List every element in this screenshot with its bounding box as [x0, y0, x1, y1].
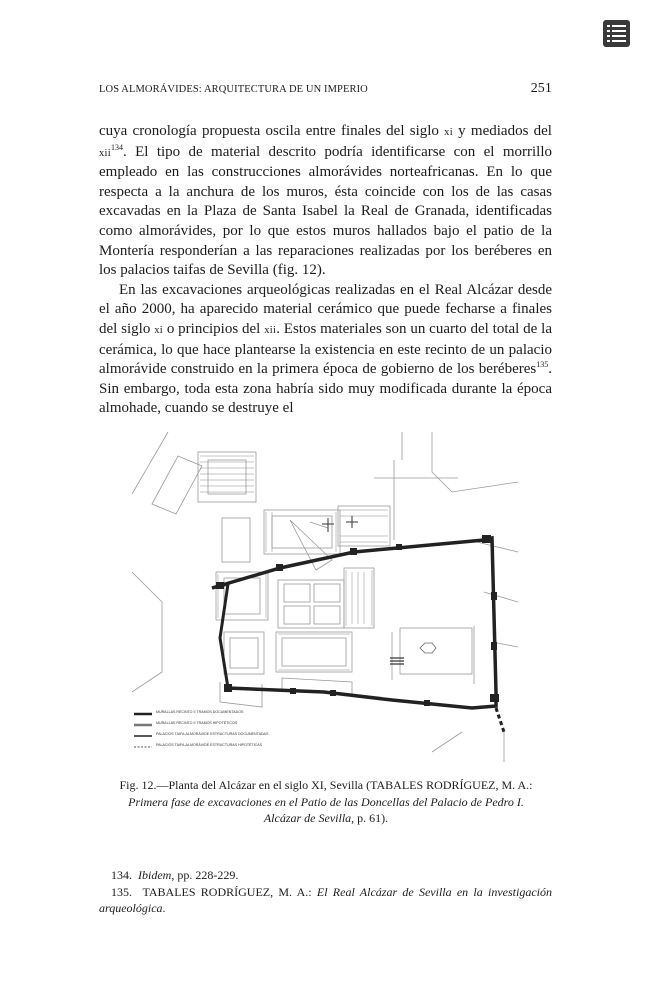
text-run: o principios del: [162, 320, 265, 337]
text-run: y mediados del: [452, 123, 552, 139]
footnote-ref[interactable]: 134: [111, 142, 123, 152]
footnote-135: [99, 884, 552, 917]
text-run: En las excavaciones arqueológicas realizadas en el Real Alcázar desde el año 2000, ha aparecido material cerámico que puede fecharse a finales del siglo: [99, 281, 552, 337]
page-number: 251: [530, 81, 552, 96]
footnote-text: .: [162, 901, 166, 915]
footnote-italic: El Real Alcázar de Sevilla en la investigación arqueológica: [99, 884, 553, 915]
century-numeral: xii: [264, 324, 277, 336]
century-numeral: xii: [99, 147, 111, 159]
list-menu-icon[interactable]: [603, 20, 630, 47]
running-header: [99, 83, 552, 99]
caption-text: , p. 61).: [351, 811, 389, 825]
text-run: cuya cronología propuesta oscila entre finales del siglo: [99, 123, 445, 139]
text-run: . Estos materiales son un cuarto del total de la cerámica, lo que hace plantearse la existencia en este recinto de un palacio almorávide construido en la primera época de gobierno de los beréberes: [99, 320, 553, 378]
text-run: . El tipo de material descrito podría identificarse con el morrillo empleado en las construcciones almorávides norteafricanas. En lo que respecta a la anchura de los muros, ésta coincide con los de las casas excavadas en la Plaza de Santa Isabel la Real de Granada, identificadas como almorávides, por lo que estos muros hallados bajo el patio de la Montería responderían a las reparaciones realizadas por los beréberes en los palacios taifas de Sevilla (fig. 12).: [99, 143, 552, 279]
footnote-number: 135.: [111, 884, 132, 899]
main-text: [99, 122, 552, 419]
text-run: . Sin embargo, toda esta zona habría sido muy modificada durante la época almohade, cuando se destruye el: [99, 361, 552, 417]
alcazar-floor-plan: [132, 432, 518, 768]
figure-12-alcazar-plan: [132, 432, 518, 768]
figure-caption: [118, 777, 534, 827]
century-numeral: xi: [154, 324, 163, 336]
footnote-text: TABALES RODRÍGUEZ, M. A.:: [142, 884, 317, 899]
footnotes: [99, 867, 552, 917]
legend-label: PALACIOS TAIFA-ALMORÁVIDE ESTRUCTURAS DOCUMENTADAS: [156, 732, 269, 736]
plan-legend: [134, 710, 269, 747]
legend-label: PALACIOS TAIFA-ALMORÁVIDE ESTRUCTURAS HIPOTÉTICAS: [156, 743, 263, 747]
footnote-ref[interactable]: 135: [536, 360, 549, 370]
paragraph-2: [99, 281, 552, 419]
footnote-number: 134.: [111, 868, 132, 882]
caption-source-title: Primera fase de excavaciones en el Patio de las Doncellas del Palacio de Pedro I. Alcázar de Sevilla: [128, 794, 524, 825]
century-numeral: xi: [444, 127, 453, 138]
legend-label: MURALLAS RECINTO II TRAMOS HIPOTÉTICOS: [156, 721, 238, 725]
paragraph-1: [99, 122, 552, 281]
footnote-text: , pp. 228-229.: [171, 868, 239, 882]
caption-text: Fig. 12.—Planta del Alcázar en el siglo XI, Sevilla (TABALES RODRÍGUEZ, M. A.:: [119, 778, 533, 792]
running-title: LOS ALMORÁVIDES: ARQUITECTURA DE UN IMPERIO: [99, 84, 368, 95]
legend-label: MURALLAS RECINTO II TRAMOS DOCUMENTADOS: [156, 710, 244, 714]
footnote-italic: Ibidem: [138, 868, 172, 882]
footnote-134: [99, 867, 552, 884]
